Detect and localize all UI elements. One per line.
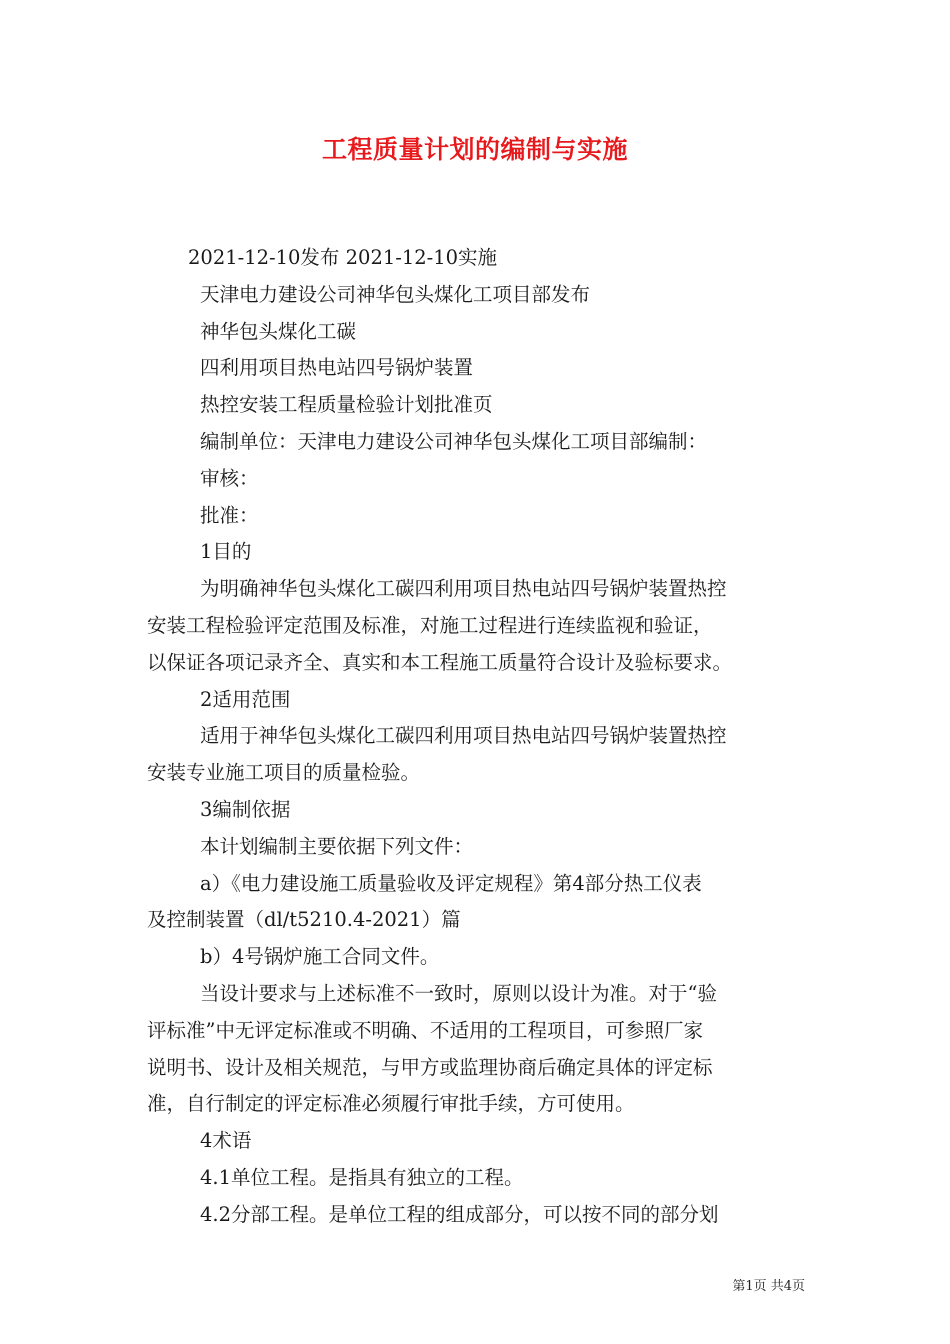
paragraph-scope [147, 718, 807, 792]
paragraph-line: a）《电力建设施工质量验收及评定规程》第4部分热工仪表 [200, 871, 702, 895]
page-number: 第1页 共4页 [732, 1279, 805, 1294]
project-line-2: 四利用项目热电站四号锅炉装置 [200, 356, 474, 380]
section-heading-terms: 4术语 [200, 1129, 252, 1153]
paragraph-line: 及控制装置（dl/t5210.4-2021）篇 [147, 908, 461, 932]
paragraph-line: 说明书、设计及相关规范，与甲方或监理协商后确定具体的评定标 [147, 1055, 713, 1079]
project-line-1: 神华包头煤化工碳 [200, 319, 357, 343]
paragraph-line: 适用于神华包头煤化工碳四利用项目热电站四号锅炉装置热控 [200, 724, 727, 748]
paragraph-line: 当设计要求与上述标准不一致时，原则以设计为准。对于“验 [200, 981, 717, 1005]
publisher-line: 天津电力建设公司神华包头煤化工项目部发布 [200, 282, 591, 306]
paragraph-line: 评标准”中无评定标准或不明确、不适用的工程项目，可参照厂家 [147, 1018, 703, 1042]
paragraph-conflict [147, 976, 807, 1123]
paragraph-line: 准，自行制定的评定标准必须履行审批手续，方可使用。 [147, 1092, 635, 1116]
paragraph-line: 为明确神华包头煤化工碳四利用项目热电站四号锅炉装置热控 [200, 577, 727, 601]
section-heading-scope: 2适用范围 [200, 687, 291, 711]
publish-date-line: 2021-12-10发布 2021-12-10实施 [188, 246, 498, 269]
term-4-1: 4.1单位工程。是指具有独立的工程。 [200, 1165, 524, 1189]
document-body [147, 240, 807, 1234]
compiler-unit-line: 编制单位：天津电力建设公司神华包头煤化工项目部编制： [200, 429, 708, 453]
paragraph-line: 安装工程检验评定范围及标准，对施工过程进行连续监视和验证， [147, 613, 713, 637]
paragraph-line: 安装专业施工项目的质量检验。 [147, 761, 421, 785]
paragraph-line: 以保证各项记录齐全、真实和本工程施工质量符合设计及验标要求。 [147, 650, 733, 674]
review-line: 审核： [200, 466, 259, 490]
approval-page-title: 热控安装工程质量检验计划批准页 [200, 393, 493, 417]
basis-item-b: b）4号锅炉施工合同文件。 [200, 945, 440, 969]
section-heading-purpose: 1目的 [200, 540, 252, 564]
document-title: 工程质量计划的编制与实施 [321, 135, 628, 164]
paragraph-purpose [147, 571, 807, 681]
basis-intro: 本计划编制主要依据下列文件： [200, 834, 474, 858]
term-4-2: 4.2分部工程。是单位工程的组成部分，可以按不同的部分划 [200, 1202, 719, 1226]
section-heading-basis: 3编制依据 [200, 797, 291, 821]
paragraph-basis-a [147, 866, 807, 940]
approve-line: 批准： [200, 503, 259, 527]
